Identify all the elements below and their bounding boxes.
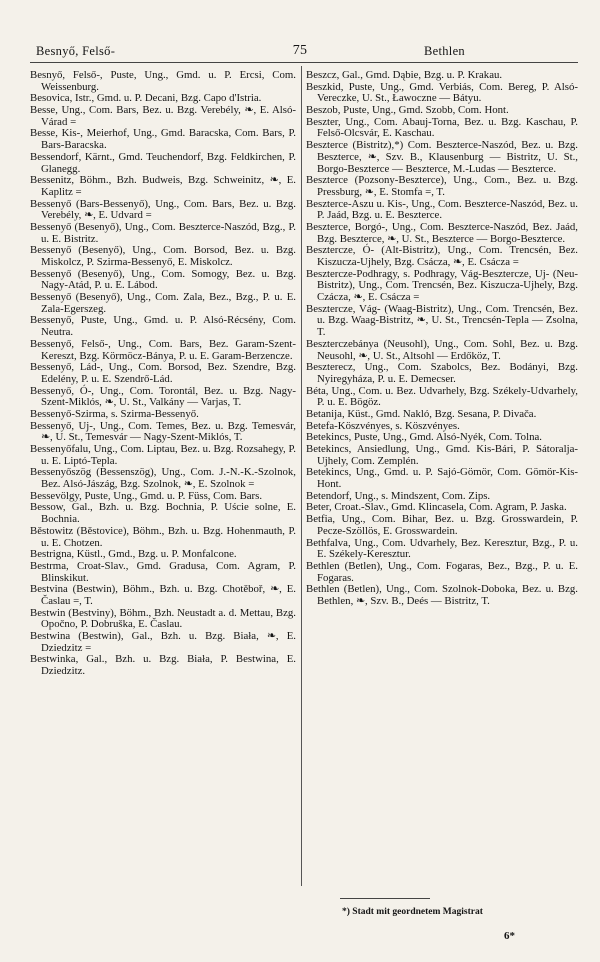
gazetteer-entry: Beszterce (Pozsony-Beszterce), Ung., Com., Bez. u. Bzg. Pressburg, ❧, E. Stomfa =, T. (306, 174, 578, 198)
gazetteer-entry: Beszcz, Gal., Gmd. Dąbie, Bzg. u. P. Krakau. (306, 69, 503, 81)
gazetteer-entry: Besztercze, Vág- (Waag-Bistritz), Ung., Com. Trencsén, Bez. u. Bzg. Waag-Bistritz, ❧, U. St., Trencsén-Tepla — Zsolna, T. (306, 302, 578, 339)
gazetteer-entry: Beter, Croat.-Slav., Gmd. Klincasela, Com. Agram, P. Jaska. (306, 501, 567, 514)
right-column (306, 70, 578, 608)
page-number: 75 (292, 43, 308, 58)
gazetteer-entry: Bessenyő, Puste, Ung., Gmd. u. P. Alsó-Récsény, Com. Neutra. (30, 314, 296, 339)
footnote-rule (340, 898, 430, 899)
gazetteer-entry: Besztercze-Podhragy, s. Podhragy, Vág-Besztercze, Uj- (Neu-Bistritz), Ung., Com. Trencsén, Bez. Kiszucza-Ujhely, Bzg. Czácza, ❧, E. Csácza = (306, 267, 578, 304)
gazetteer-entry: Bestvina (Bestwin), Böhm., Bzh. u. Bzg. Chotěboř, ❧, E. Časlau =, T. (30, 583, 296, 607)
gazetteer-entry: Bessenyő, Ó-, Ung., Com. Torontál, Bez. u. Bzg. Nagy-Szent-Miklós, ❧, U. St., Valkány — Varjas, T. (30, 384, 296, 409)
gazetteer-entry: Beszterczebánya (Neusohl), Ung., Com. Sohl, Bez. u. Bzg. Neusohl, ❧, U. St., Altsohl — Erdőköz, T. (306, 337, 578, 362)
gazetteer-entry: Besse, Ung., Com. Bars, Bez. u. Bzg. Verebély, ❧, E. Alsó-Várad = (30, 104, 296, 128)
gazetteer-entry: Betekincs, Ung., Gmd. u. P. Sajó-Gömör, Com. Gömör-Kis-Hont. (306, 466, 578, 491)
gazetteer-entry: Beszob, Puste, Ung., Gmd. Szobb, Com. Hont. (306, 104, 509, 117)
gazetteer-entry: Bessenyő (Besenyő), Ung., Com. Borsod, Bez. u. Bzg. Miskolcz, P. Szirma-Bessenyő, E. Miskolcz. (30, 244, 296, 268)
header-right-keyword: Bethlen (424, 44, 465, 58)
gazetteer-entry: Betfia, Ung., Com. Bihar, Bez. u. Bzg. Grosswardein, P. Pecze-Szöllös, E. Grosswardein. (306, 513, 578, 537)
gazetteer-entry: Bessenyőszög (Bessenszög), Ung., Com. J.-N.-K.-Szolnok, Bez. Alsó-Jászág, Bzg. Szolnok, ❧, E. Szolnok = (30, 466, 296, 491)
gazetteer-entry: Bessenyő (Bars-Bessenyő), Ung., Com. Bars, Bez. u. Bzg. Verebély, ❧, E. Udvard = (30, 197, 296, 222)
gazetteer-entry: Besztercze, Ó- (Alt-Bistritz), Ung., Com. Trencsén, Bez. Kiszucza-Ujhely, Bzg. Csácza, ❧, E. Csácza = (306, 244, 578, 268)
gazetteer-entry: Bessendorf, Kärnt., Gmd. Teuchendorf, Bzg. Feldkirchen, P. Glanegg. (30, 150, 296, 175)
gazetteer-entry: Besse, Kis-, Meierhof, Ung., Gmd. Baracska, Com. Bars, P. Bars-Baracska. (30, 127, 296, 152)
gazetteer-entry: Bessenyő, Felső-, Ung., Com. Bars, Bez. Garam-Szent-Kereszt, Bzg. Körmöcz-Bánya, P. u. E. Garam-Berzencze. (30, 337, 296, 362)
gazetteer-entry: Bessow, Gal., Bzh. u. Bzg. Bochnia, P. Uście solne, E. Bochnia. (30, 501, 296, 526)
gazetteer-entry: Betefa-Köszvényes, s. Köszvényes. (306, 419, 460, 432)
gazetteer-entry: Betanija, Küst., Gmd. Nakló, Bzg. Sesana, P. Divača. (306, 407, 537, 420)
gazetteer-entry: Bestwina (Bestwin), Gal., Bzh. u. Bzg. Biała, ❧, E. Dziedzitz = (30, 630, 296, 654)
header-left-keyword: Besnyő, Felső- (36, 44, 116, 58)
footnote: *) Stadt mit geordnetem Magistrat (342, 907, 483, 917)
column-divider (301, 66, 302, 886)
gazetteer-entry: Besnyő, Felső-, Puste, Ung., Gmd. u. P. Ercsi, Com. Weissenburg. (30, 69, 296, 93)
gazetteer-entry: Běstowitz (Běstovice), Böhm., Bzh. u. Bzg. Hohenmauth, P. u. E. Chotzen. (30, 524, 296, 549)
gazetteer-entry: Bessevölgy, Puste, Ung., Gmd. u. P. Füss, Com. Bars. (30, 489, 263, 502)
gazetteer-entry: Beszter, Ung., Com. Abauj-Torna, Bez. u. Bzg. Kaschau, P. Felső-Olcsvár, E. Kaschau. (306, 115, 578, 140)
gazetteer-entry: Bethfalva, Ung., Com. Udvarhely, Bez. Keresztur, Bzg., P. u. E. Székely-Keresztur. (306, 536, 578, 561)
gazetteer-entry: Béta, Ung., Com. u. Bez. Udvarhely, Bzg. Székely-Udvarhely, P. u. E. Bögöz. (306, 384, 578, 409)
gazetteer-entry: Bessenyőfalu, Ung., Com. Liptau, Bez. u. Bzg. Rozsahegy, P. u. E. Liptó-Tepla. (30, 443, 296, 467)
gazetteer-entry: Bessenyő, Uj-, Ung., Com. Temes, Bez. u. Bzg. Temesvár, ❧, U. St., Temesvár — Nagy-Szent-Miklós, T. (30, 419, 296, 444)
gazetteer-entry: Bethlen (Betlen), Ung., Com. Fogaras, Bez., Bzg., P. u. E. Fogaras. (306, 559, 578, 584)
gazetteer-entry: Bestrigna, Küstl., Gmd., Bzg. u. P. Monfalcone. (30, 548, 237, 561)
gazetteer-entry: Bethlen (Betlen), Ung., Com. Szolnok-Doboka, Bez. u. Bzg. Bethlen, ❧, Szv. B., Deés — Bistritz, T. (306, 583, 578, 607)
gazetteer-entry: Bestrma, Croat-Slav., Gmd. Gradusa, Com. Agram, P. Blinskikut. (30, 559, 296, 584)
gazetteer-entry: Bessenyő-Szirma, s. Szirma-Bessenyő. (30, 407, 199, 420)
gazetteer-entry: Bestwin (Bestviny), Böhm., Bzh. Neustadt a. d. Mettau, Bzg. Opočno, P. Dobruška, E. Časlau. (30, 606, 296, 631)
gazetteer-entry: Beszterce-Aszu u. Kis-, Ung., Com. Beszterce-Naszód, Bez. u. P. Jaád, Bzg. u. E. Beszterce. (306, 197, 578, 222)
gazetteer-entry: Bessenyő (Besenyő), Ung., Com. Beszterce-Naszód, Bzg., P. u. E. Bistritz. (30, 220, 296, 245)
gazetteer-entry: Bessenitz, Böhm., Bzh. Budweis, Bzg. Schweinitz, ❧, E. Kaplitz = (30, 174, 296, 198)
gazetteer-entry: Beszterecz, Ung., Com. Szabolcs, Bez. Bodányi, Bzg. Nyiregyháza, P. u. E. Demecser. (306, 361, 578, 385)
gazetteer-entry: Beszterce (Bistritz),*) Com. Beszterce-Naszód, Bez. u. Bzg. Beszterce, ❧, Szv. B., Klausenburg — Bistritz, U. St., Borgo-Beszterce — Beszterce, M.-Ludas — Beszterce. (306, 139, 578, 175)
signature-mark: 6* (504, 930, 515, 942)
gazetteer-entry: Betekincs, Ansiedlung, Ung., Gmd. Kis-Bári, P. Sátoralja-Ujhely, Com. Zemplén. (306, 443, 578, 467)
gazetteer-entry: Bestwinka, Gal., Bzh. u. Bzg. Biała, P. Bestwina, E. Dziedzitz. (30, 653, 296, 678)
gazetteer-entry: Beszterce, Borgó-, Ung., Com. Beszterce-Naszód, Bez. Jaád, Bzg. Beszterce, ❧, U. St., Beszterce — Borgo-Beszterce. (306, 220, 578, 245)
gazetteer-entry: Beszkid, Puste, Ung., Gmd. Verbiás, Com. Bereg, P. Alsó-Vereczke, U. St., Ławoczne — Bátyu. (306, 80, 578, 105)
gazetteer-entry: Bessenyő (Besenyő), Ung., Com. Somogy, Bez. u. Bzg. Nagy-Atád, P. u. E. Lábod. (30, 267, 296, 292)
page-header (0, 44, 600, 60)
gazetteer-entry: Betendorf, Ung., s. Mindszent, Com. Zips. (306, 489, 491, 502)
gazetteer-entry: Besovica, Istr., Gmd. u. P. Decani, Bzg. Capo d'Istria. (30, 92, 262, 105)
gazetteer-entry: Bessenyő (Besenyő), Ung., Com. Zala, Bez., Bzg., P. u. E. Zala-Egerszeg. (30, 291, 296, 315)
header-rule (30, 62, 578, 63)
left-column (30, 70, 296, 678)
gazetteer-entry: Betekincs, Puste, Ung., Gmd. Alsó-Nyék, Com. Tolna. (306, 431, 542, 444)
gazetteer-entry: Bessenyő, Lád-, Ung., Com. Borsod, Bez. Szendre, Bzg. Edelény, P. u. E. Szendrő-Lád. (30, 361, 296, 385)
